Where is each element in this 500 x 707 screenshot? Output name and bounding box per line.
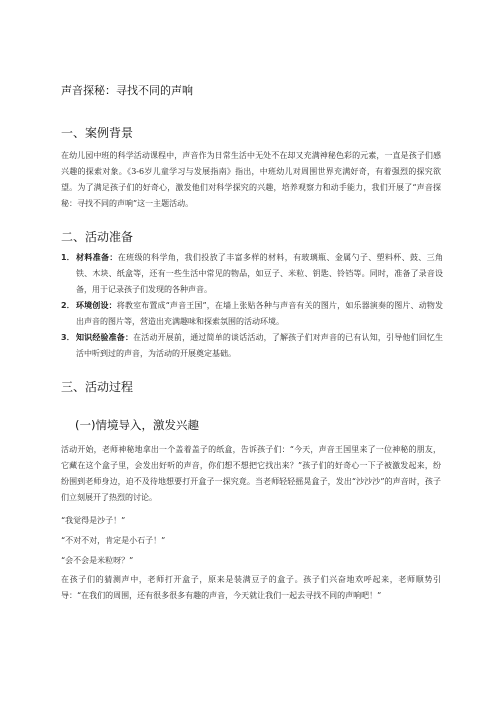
list-item-label: 环境创设： [76, 301, 117, 310]
list-item-environment [61, 298, 443, 330]
list-item-text: 在班级的科学角，我们投放了丰富多样的材料，有玻璃瓶、金属勺子、塑料杯、鼓、三角铁、木块、纸盒等，还有一些生活中常见的物品，如豆子、米粒、钥匙、铃铛等。同时，准备了录音设备，用于记录孩子们发现的各种声音。 [76, 253, 444, 294]
section-heading-preparation: 二、活动准备 [61, 230, 134, 244]
background-paragraph: 在幼儿园中班的科学活动课程中，声音作为日常生活中无处不在却又充满神秘色彩的元素，一直是孩子们感兴趣的探索对象。《3-6岁儿童学习与发展指南》指出，中班幼儿对周围世界充满好奇，有着强烈的探究欲望。为了满足孩子们的好奇心，激发他们对科学探究的兴趣，培养观察力和动手能力，我们开展了“声音探秘：寻找不同的声响”这一主题活动。 [61, 151, 441, 208]
list-number: 1． [61, 253, 75, 262]
intro-paragraph: 活动开始，老师神秘地拿出一个盖着盖子的纸盒，告诉孩子们：“今天，声音王国里来了一位神秘的朋友，它藏在这个盒子里，会发出好听的声音，你们想不想把它找出来？”孩子们的好奇心一下子被激发起来，纷纷围到老师身边，迫不及待地想要打开盒子一探究竟。当老师轻轻摇晃盒子，发出“沙沙沙”的声音时，孩子们立刻展开了热烈的讨论。 [61, 445, 441, 502]
list-number: 2． [61, 301, 75, 310]
list-number: 3． [61, 333, 75, 342]
quote-line: “不对不对，肯定是小石子！” [61, 536, 166, 545]
list-item-label: 材料准备： [76, 253, 118, 262]
subsection-heading-intro: (一)情境导入，激发兴趣 [75, 418, 199, 432]
section-heading-process: 三、活动过程 [61, 380, 134, 394]
list-item-knowledge [61, 330, 443, 362]
list-item-label: 知识经验准备： [76, 333, 134, 342]
section-heading-background: 一、案例背景 [61, 126, 134, 140]
reveal-paragraph: 在孩子们的猜测声中，老师打开盒子，原来是装满豆子的盒子。孩子们兴奋地欢呼起来，老师顺势引导：“在我们的周围，还有很多很多有趣的声音，今天就让我们一起去寻找不同的声响吧！” [61, 575, 441, 600]
quote-line: “我觉得是沙子！” [61, 516, 126, 525]
list-item-text: 将教室布置成“声音王国”，在墙上张贴各种与声音有关的图片，如乐器演奏的图片、动物发出声音的图片等，营造出充满趣味和探索氛围的活动环境。 [76, 301, 443, 326]
list-item-materials [61, 250, 443, 298]
list-item-text: 在活动开展前，通过简单的谈话活动，了解孩子们对声音的已有认知，引导他们回忆生活中听到过的声音，为活动的开展奠定基础。 [76, 333, 444, 358]
document-title: 声音探秘：寻找不同的声响 [61, 84, 193, 97]
quote-line: “会不会是米粒呀？” [61, 556, 134, 565]
